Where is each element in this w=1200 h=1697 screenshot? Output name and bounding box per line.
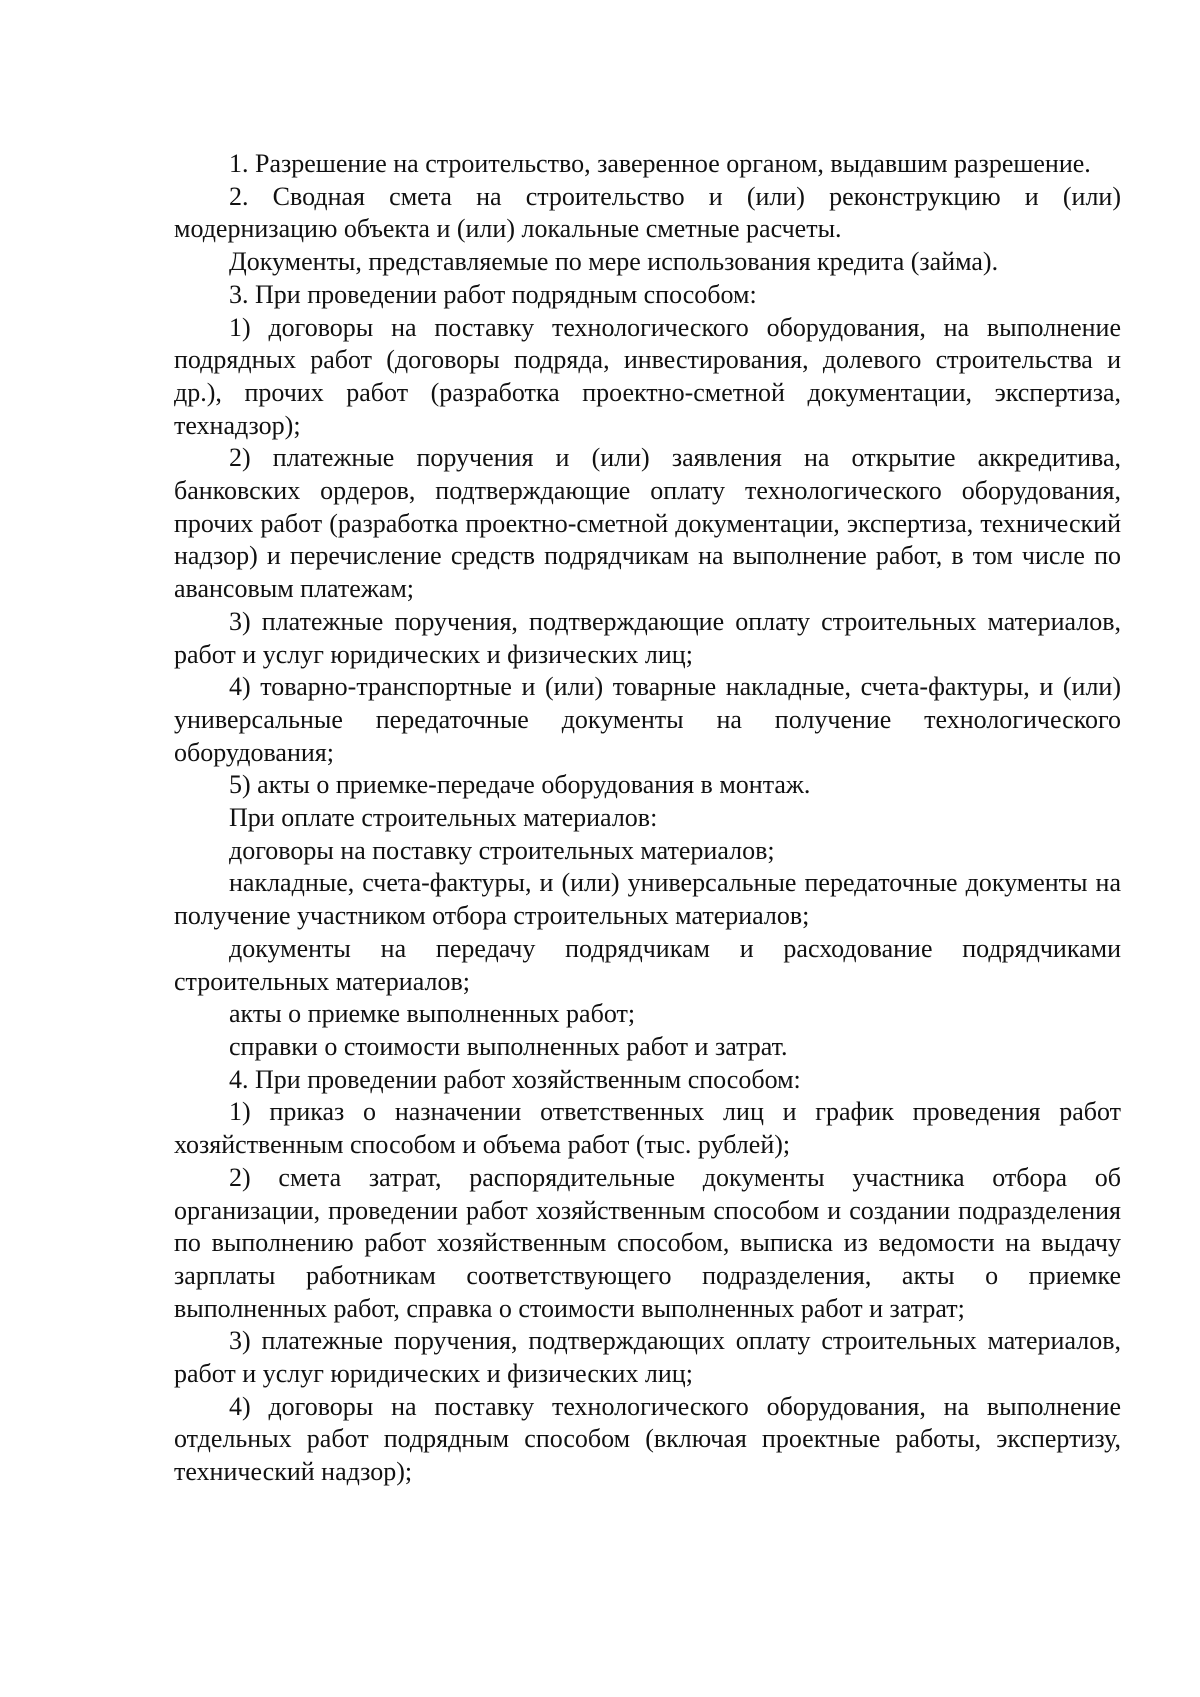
document-page: [174, 148, 1121, 1489]
paragraph-4: 3. При проведении работ подрядным способом:: [229, 279, 757, 309]
paragraph-14: акты о приемке выполненных работ;: [229, 999, 636, 1029]
paragraph-9: 5) акты о приемке-передаче оборудования в монтаж.: [229, 770, 811, 800]
paragraph-2: 2. Сводная смета на строительство и (или) реконструкцию и (или) модернизацию объекта и (или) локальные сметные расчеты.: [174, 181, 1121, 244]
paragraph-18: 2) смета затрат, распорядительные документы участника отбора об организации, проведении работ хозяйственным способом и создании подразделения по выполнению работ хозяйственным способом, выписка из ведомости на выдачу зарплаты работникам соответствующего подразделения, акты о приемке выполненных работ, справка о стоимости выполненных работ и затрат;: [174, 1162, 1121, 1323]
paragraph-12: накладные, счета-фактуры, и (или) универсальные передаточные документы на получение участником отбора строительных материалов;: [174, 868, 1121, 931]
paragraph-11: договоры на поставку строительных материалов;: [229, 835, 775, 865]
paragraph-20: 4) договоры на поставку технологического оборудования, на выполнение отдельных работ подрядным способом (включая проектные работы, экспертизу, технический надзор);: [174, 1391, 1121, 1487]
paragraph-13: документы на передачу подрядчикам и расходование подрядчиками строительных материалов;: [174, 933, 1121, 996]
paragraph-17: 1) приказ о назначении ответственных лиц и график проведения работ хозяйственным способом и объема работ (тыс. рублей);: [174, 1097, 1121, 1160]
paragraph-8: 4) товарно-транспортные и (или) товарные накладные, счета-фактуры, и (или) универсальные передаточные документы на получение технологического оборудования;: [174, 672, 1121, 767]
paragraph-5: 1) договоры на поставку технологического оборудования, на выполнение подрядных работ (договоры подряда, инвестирования, долевого строительства и др.), прочих работ (разработка проектно-сметной документации, экспертиза, технадзор);: [174, 312, 1121, 440]
paragraph-1: 1. Разрешение на строительство, заверенное органом, выдавшим разрешение.: [229, 149, 1091, 178]
paragraph-7: 3) платежные поручения, подтверждающие оплату строительных материалов, работ и услуг юридических и физических лиц;: [174, 606, 1121, 669]
paragraph-19: 3) платежные поручения, подтверждающих оплату строительных материалов, работ и услуг юридических и физических лиц;: [174, 1326, 1121, 1389]
paragraph-3: Документы, представляемые по мере использования кредита (займа).: [229, 247, 999, 277]
paragraph-6: 2) платежные поручения и (или) заявления на открытие аккредитива, банковских ордеров, подтверждающие оплату технологического оборудования, прочих работ (разработка проектно-сметной документации, экспертиза, технический надзор) и перечисление средств подрядчикам на выполнение работ, в том числе по авансовым платежам;: [174, 443, 1121, 604]
paragraph-16: 4. При проведении работ хозяйственным способом:: [229, 1064, 801, 1094]
paragraph-10: При оплате строительных материалов:: [229, 803, 658, 833]
paragraph-15: справки о стоимости выполненных работ и затрат.: [229, 1031, 788, 1061]
